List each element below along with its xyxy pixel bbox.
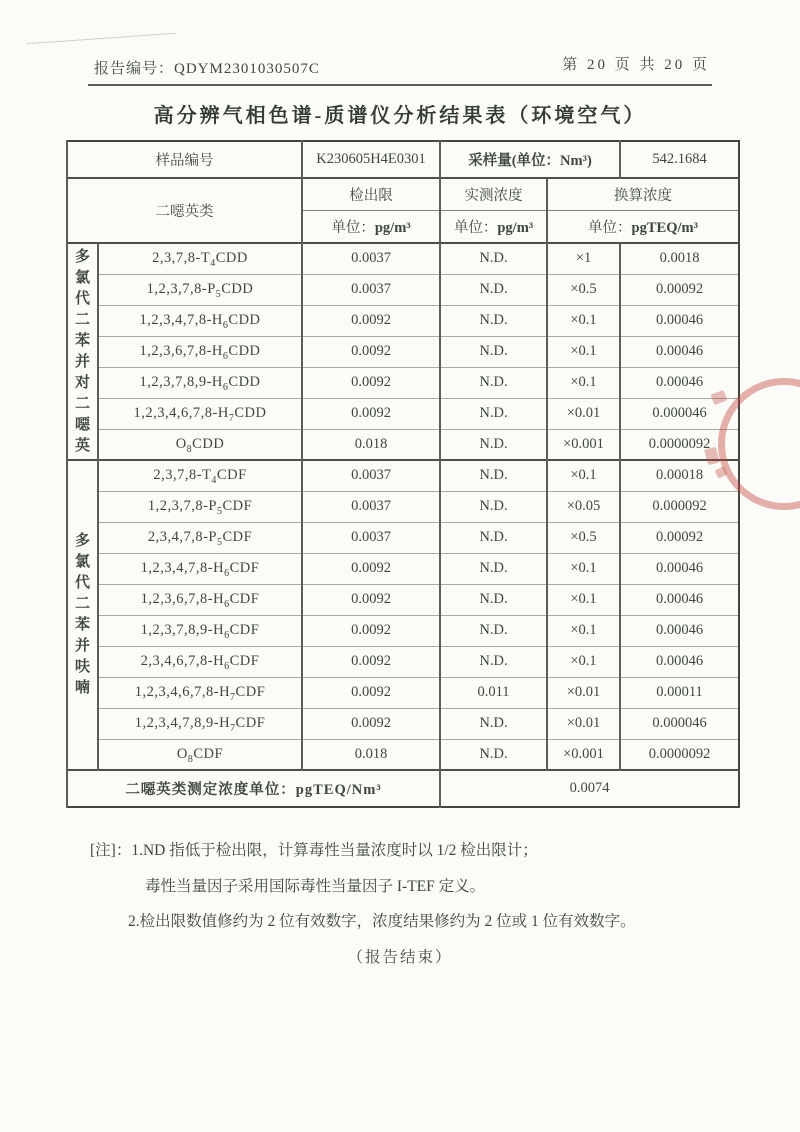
congener-name: $1,2,3,7,8-P_5CDD$ [98,274,302,305]
measured-cell: N.D. [440,584,547,615]
sample-volume-value: 542.1684 [620,141,739,178]
measured-cell: N.D. [440,367,547,398]
report-number [94,57,320,78]
total-teq-label: 二噁英类测定浓度单位：pgTEQ/Nm³ [67,770,440,807]
footnote-3: 2.检出限数值修约为 2 位有效数字，浓度结果修约为 2 位或 1 位有效数字。 [128,913,636,930]
footnote-2: 毒性当量因子采用国际毒性当量因子 I-TEF 定义。 [145,878,486,895]
table-row [67,305,739,336]
measured-cell: N.D. [440,243,547,274]
tef-factor-cell: ×0.1 [547,305,620,336]
teq-value-cell: 0.0000092 [620,429,739,460]
teq-value-cell: 0.00018 [620,460,739,491]
teq-value-cell: 0.000046 [620,708,739,739]
tef-factor-cell: ×0.1 [547,615,620,646]
measured-cell: N.D. [440,615,547,646]
detection-limit-cell: 0.0092 [302,336,440,367]
table-row [67,584,739,615]
table-row [67,708,739,739]
teq-value-cell: 0.0018 [620,243,739,274]
congener-name: $1,2,3,4,7,8-H_6CDD$ [98,305,302,336]
teq-value-cell: 0.00046 [620,584,739,615]
detection-limit-cell: 0.0092 [302,305,440,336]
teq-value-cell: 0.00046 [620,646,739,677]
detection-limit-cell: 0.0092 [302,584,440,615]
detection-limit-cell: 0.0037 [302,274,440,305]
tef-factor-cell: ×0.1 [547,460,620,491]
table-row [67,243,739,274]
page-title: 高分辨气相色谱-质谱仪分析结果表（环境空气） [153,105,647,127]
table-row [67,739,739,770]
converted-header: 换算浓度 [547,178,739,210]
measured-cell: N.D. [440,305,547,336]
unit-value: pg/m³ [497,219,534,236]
teq-value-cell: 0.00046 [620,336,739,367]
congener-name: $1,2,3,7,8-P_5CDF$ [98,491,302,522]
table-row [67,429,739,460]
congener-name: $1,2,3,6,7,8-H_6CDD$ [98,336,302,367]
detection-limit-header: 检出限 [302,178,440,210]
measured-cell: N.D. [440,522,547,553]
measured-cell: N.D. [440,646,547,677]
report-end-marker: （报告结束） [347,949,453,966]
measured-cell: N.D. [440,491,547,522]
column-header-row [67,178,739,210]
measured-cell: N.D. [440,460,547,491]
unit-value: pg/m³ [374,219,411,236]
sample-id-value: K230605H4E0301 [302,141,440,178]
detection-limit-cell: 0.0092 [302,367,440,398]
teq-value-cell: 0.00092 [620,274,739,305]
table-row [67,522,739,553]
sample-info-row [67,141,739,178]
detection-limit-cell: 0.0092 [302,553,440,584]
tef-factor-cell: ×0.01 [547,708,620,739]
tef-factor-cell: ×0.1 [547,367,620,398]
measured-unit [440,210,547,243]
congener-name: $2,3,7,8-T_4CDD$ [98,243,302,274]
total-teq-row [67,770,739,807]
detection-limit-cell: 0.0037 [302,243,440,274]
congener-name: $2,3,4,6,7,8-H_6CDF$ [98,646,302,677]
table-row [67,367,739,398]
teq-value-cell: 0.00092 [620,522,739,553]
table-row [67,491,739,522]
detection-limit-cell: 0.018 [302,429,440,460]
measured-cell: N.D. [440,553,547,584]
congener-name: $1,2,3,7,8,9-H_6CDF$ [98,615,302,646]
table-row [67,460,739,491]
table-row [67,646,739,677]
measured-cell: N.D. [440,398,547,429]
total-teq-value: 0.0074 [440,770,739,807]
congener-name: $1,2,3,4,6,7,8-H_7CDD$ [98,398,302,429]
table-row [67,677,739,708]
measured-cell: N.D. [440,274,547,305]
tef-factor-cell: ×0.05 [547,491,620,522]
table-row [67,398,739,429]
tef-factor-cell: ×0.001 [547,429,620,460]
teq-value-cell: 0.00046 [620,305,739,336]
table-row [67,553,739,584]
unit-prefix: 单位： [588,219,632,236]
teq-value-cell: 0.00046 [620,553,739,584]
unit-prefix: 单位： [453,219,498,236]
detection-limit-unit [302,210,440,243]
analysis-result-table [66,140,740,808]
measured-cell: 0.011 [440,677,547,708]
group-label-pcdd: 多氯代二苯并对二噁英 [67,243,98,460]
dioxin-class-header: 二噁英类 [67,178,302,243]
converted-unit [547,210,739,243]
teq-value-cell: 0.00046 [620,615,739,646]
tef-factor-cell: ×0.1 [547,646,620,677]
congener-name: $1,2,3,6,7,8-H_6CDF$ [98,584,302,615]
detection-limit-cell: 0.018 [302,739,440,770]
scan-artifact-line [26,33,176,44]
table-row [67,615,739,646]
teq-value-cell: 0.000092 [620,491,739,522]
detection-limit-cell: 0.0092 [302,615,440,646]
detection-limit-cell: 0.0092 [302,677,440,708]
footnotes [90,838,710,967]
teq-value-cell: 0.000046 [620,398,739,429]
tef-factor-cell: ×0.01 [547,398,620,429]
measured-cell: N.D. [440,708,547,739]
page-number-info: 第 20 页 共 20 页 [562,57,710,73]
table-row [67,336,739,367]
congener-name: $1,2,3,4,6,7,8-H_7CDF$ [98,677,302,708]
congener-name: $2,3,7,8-T_4CDF$ [98,460,302,491]
tef-factor-cell: ×0.01 [547,677,620,708]
congener-name: $1,2,3,4,7,8-H_6CDF$ [98,553,302,584]
group-label-pcdf: 多氯代二苯并呋喃 [67,460,98,770]
detection-limit-cell: 0.0037 [302,491,440,522]
teq-value-cell: 0.00046 [620,367,739,398]
tef-factor-cell: ×0.1 [547,336,620,367]
report-number-label: 报告编号： [94,61,175,77]
tef-factor-cell: ×0.001 [547,739,620,770]
congener-name: $2,3,4,7,8-P_5CDF$ [98,522,302,553]
measured-cell: N.D. [440,429,547,460]
tef-factor-cell: ×0.5 [547,274,620,305]
measured-cell: N.D. [440,739,547,770]
detection-limit-cell: 0.0092 [302,398,440,429]
teq-value-cell: 0.00011 [620,677,739,708]
sample-volume-label: 采样量(单位：Nm³) [440,141,620,178]
detection-limit-cell: 0.0037 [302,522,440,553]
unit-prefix: 单位： [331,219,375,236]
teq-value-cell: 0.0000092 [620,739,739,770]
footnote-1: [注]：1.ND 指低于检出限，计算毒性当量浓度时以 1/2 检出限计； [90,842,538,859]
detection-limit-cell: 0.0092 [302,646,440,677]
tef-factor-cell: ×1 [547,243,620,274]
unit-value: pgTEQ/m³ [631,219,698,236]
report-number-value: QDYM2301030507C [174,61,320,77]
header-rule [88,84,712,86]
congener-name: $1,2,3,7,8,9-H_6CDD$ [98,367,302,398]
congener-name: $O_8CDF$ [98,739,302,770]
detection-limit-cell: 0.0037 [302,460,440,491]
detection-limit-cell: 0.0092 [302,708,440,739]
tef-factor-cell: ×0.1 [547,553,620,584]
sample-id-label: 样品编号 [67,141,302,178]
table-row [67,274,739,305]
congener-name: $1,2,3,4,7,8,9-H_7CDF$ [98,708,302,739]
tef-factor-cell: ×0.1 [547,584,620,615]
congener-name: $O_8CDD$ [98,429,302,460]
measured-header: 实测浓度 [440,178,547,210]
measured-cell: N.D. [440,336,547,367]
tef-factor-cell: ×0.5 [547,522,620,553]
